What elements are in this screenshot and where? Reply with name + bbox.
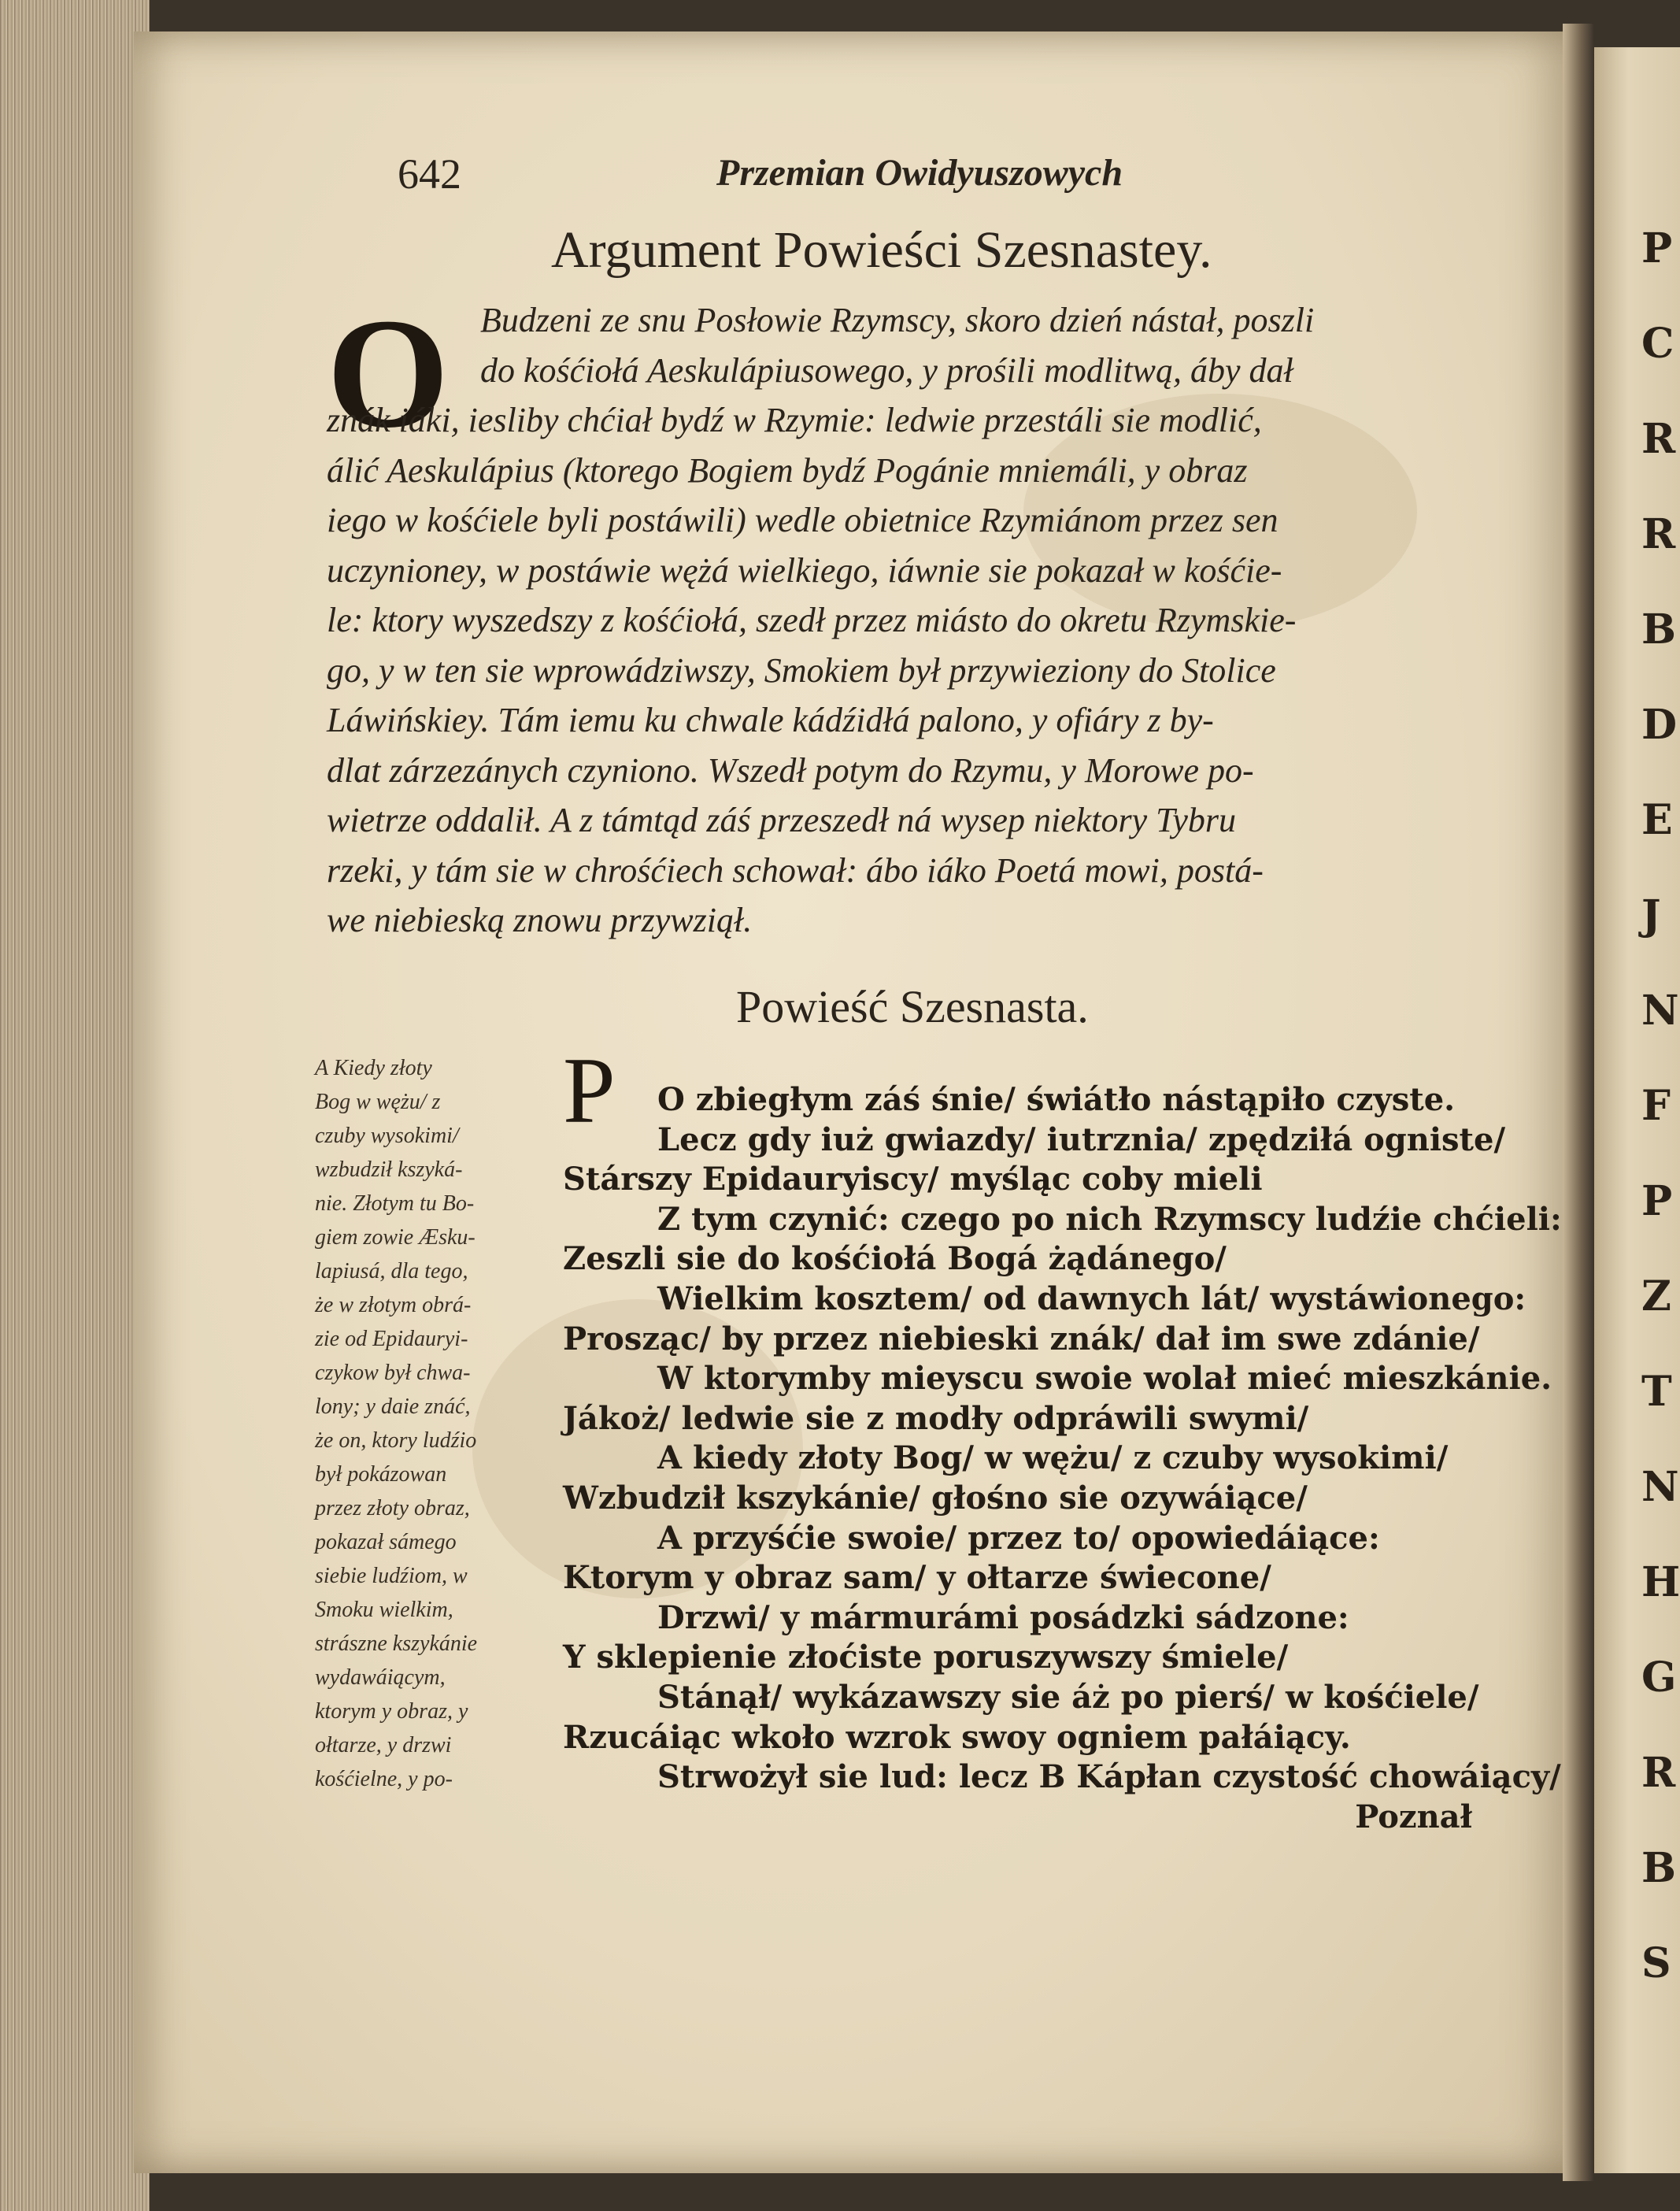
argument-line: Láwińskiey. Tám iemu ku chwale kádźidłá palono, y ofiáry z by- (327, 701, 1214, 739)
facing-page-letter: P (1641, 224, 1673, 272)
page-header (398, 150, 1185, 205)
facing-page-letter: S (1641, 1939, 1671, 1987)
facing-page-letter: R (1641, 1749, 1676, 1797)
marginal-note-line: czuby wysokimi/ (315, 1124, 459, 1148)
marginal-note-line: ktorym y obraz, y (315, 1699, 468, 1724)
verse-line: Stánął/ wykázawszy sie áż po pierś/ w kośćiele/ (657, 1678, 1479, 1716)
argument-title: Argument Powieści Szesnastey. (551, 221, 1212, 279)
facing-page-letter: E (1641, 796, 1673, 844)
facing-page-letter: B (1641, 606, 1676, 654)
argument-line: znák iáki, iesliby chćiał bydź w Rzymie: ledwie przestáli sie modlić, (327, 401, 1262, 439)
marginal-note-line: nie. Złotym tu Bo- (315, 1191, 475, 1216)
facing-page-letter: T (1641, 1368, 1672, 1416)
verse-line: Prosząc/ by przez niebieski znák/ dał im swe zdánie/ (563, 1320, 1480, 1357)
argument-line: uczynioney, w postáwie wężá wielkiego, iáwnie sie pokazał w kośćie- (327, 550, 1282, 590)
facing-page-letter: N (1641, 1463, 1679, 1511)
verse-line: A kiedy złoty Bog/ w wężu/ z czuby wysokimi/ (657, 1439, 1449, 1477)
argument-line: álić Aeskulápius (ktorego Bogiem bydź Pogánie mniemáli, y obraz (327, 450, 1248, 490)
facing-page-letter: G (1641, 1654, 1677, 1702)
verse-line: Zeszli sie do kośćiołá Bogá żądánego/ (563, 1240, 1227, 1278)
facing-page-letter: H (1641, 1558, 1680, 1606)
argument-line: iego w kośćiele byli postáwili) wedle obietnice Rzymiánom przez sen (327, 501, 1279, 539)
verse-line: Strwożył sie lud: lecz B Kápłan czystość chowáiący/ (657, 1758, 1561, 1796)
marginal-note-line: lony; y daie znáć, (315, 1394, 471, 1419)
drop-cap-letter: O (327, 287, 450, 461)
facing-page-letter: R (1641, 415, 1676, 463)
verse-line: W ktorymby mieyscu swoie wolał mieć mieszkánie. (657, 1360, 1552, 1398)
verse-text (563, 1080, 1562, 1837)
marginal-note-line: że w złotym obrá- (315, 1293, 472, 1317)
facing-page-letter: J (1641, 891, 1661, 939)
argument-line: wietrze oddalił. A z támtąd záś przeszedł ná wysep niektory Tybru (327, 801, 1236, 839)
running-title: Przemian Owidyuszowych (716, 152, 1123, 194)
argument-line: dlat zárzezánych czyniono. Wszedł potym do Rzymu, y Morowe po- (327, 750, 1254, 790)
marginal-note-line: czykow był chwa- (315, 1361, 471, 1385)
verse-line: Ktorym y obraz sam/ y ołtarze świecone/ (563, 1559, 1271, 1597)
argument-line: le: ktory wyszedszy z kośćiołá, szedł przez miásto do okretu Rzymskie- (327, 601, 1297, 639)
facing-page-letter: N (1641, 987, 1679, 1035)
facing-page-letter: F (1641, 1082, 1671, 1130)
verse-initial-letter: P (563, 1038, 616, 1143)
story-title: Powieść Szesnasta. (736, 981, 1089, 1032)
verse-line: Drzwi/ y mármurámi posádzki sádzone: (657, 1598, 1349, 1636)
marginal-note-line: lapiusá, dla tego, (315, 1259, 468, 1283)
verse-line: Rzucáiąc wkoło wzrok swoy ogniem pałáiący. (563, 1718, 1351, 1756)
catchword: Poznał (1355, 1798, 1472, 1835)
marginal-note-line: giem zowie Æsku- (315, 1225, 476, 1250)
verse-line: Jákoż/ ledwie sie z modły odpráwili swymi/ (563, 1399, 1309, 1437)
facing-page-letter: C (1641, 320, 1674, 368)
marginal-note-line: wydawáiącym, (315, 1665, 446, 1690)
verse-line: O zbiegłym záś śnie/ świátło nástąpiło czyste. (657, 1081, 1456, 1118)
marginal-note-line: A Kiedy złoty (315, 1056, 432, 1080)
argument-line: do kośćiołá Aeskulápiusowego, y prośili modlitwą, áby dał (480, 350, 1293, 390)
verse-line: Y sklepienie złoćiste poruszywszy śmiele/ (563, 1639, 1289, 1676)
marginal-note (315, 1051, 551, 1796)
argument-line: rzeki, y tám sie w chrośćiech schował: ábo iáko Poetá mowi, postá- (327, 850, 1264, 890)
facing-page-letter: P (1641, 1177, 1673, 1225)
marginal-note-line: siebie ludźiom, w (315, 1564, 468, 1588)
marginal-note-line: że on, ktory ludźio (315, 1428, 477, 1453)
facing-page-letter: R (1641, 510, 1676, 558)
verse-line: Wielkim kosztem/ od dawnych lát/ wystáwionego: (657, 1280, 1526, 1317)
verse-line: Lecz gdy iuż gwiazdy/ iutrznia/ zpędziłá ogniste/ (657, 1120, 1506, 1158)
book-gutter (1563, 24, 1594, 2181)
facing-page-letter: B (1641, 1844, 1676, 1892)
verse-line: A przyśćie swoie/ przez to/ opowiedáiące: (657, 1519, 1380, 1557)
marginal-note-line: był pokázowan (315, 1462, 447, 1487)
argument-line: go, y w ten sie wprowádziwszy, Smokiem był przywieziony do Stolice (327, 650, 1276, 690)
marginal-note-line: Smoku wielkim, (315, 1598, 453, 1622)
marginal-note-line: pokazał sámego (315, 1530, 457, 1554)
argument-line: we niebieską znowu przywziął. (327, 901, 753, 939)
verse-line: Stárszy Epidauryiscy/ myśląc coby mieli (563, 1161, 1263, 1198)
marginal-note-line: wzbudził kszyká- (315, 1157, 463, 1182)
marginal-note-line: ołtarze, y drzwi (315, 1733, 452, 1757)
marginal-note-line: przez złoty obraz, (315, 1496, 470, 1520)
book-edge (0, 0, 150, 2211)
marginal-note-line: strászne kszykánie (315, 1631, 478, 1656)
marginal-note-line: Bog w wężu/ z (315, 1090, 441, 1114)
facing-page-letter: Z (1641, 1272, 1671, 1320)
argument-line: Budzeni ze snu Posłowie Rzymscy, skoro dzień nástał, poszli (480, 301, 1315, 339)
verse-line: Z tym czynić: czego po nich Rzymscy ludźie chćieli: (657, 1200, 1562, 1238)
verse-line: Wzbudził kszykánie/ głośno sie ozywáiące/ (563, 1479, 1308, 1517)
facing-page-letter: D (1641, 701, 1678, 749)
argument-text (327, 287, 1515, 946)
marginal-note-line: zie od Epidauryi- (315, 1327, 468, 1351)
page-number: 642 (398, 150, 461, 198)
marginal-note-line: kośćielne, y po- (315, 1767, 453, 1791)
